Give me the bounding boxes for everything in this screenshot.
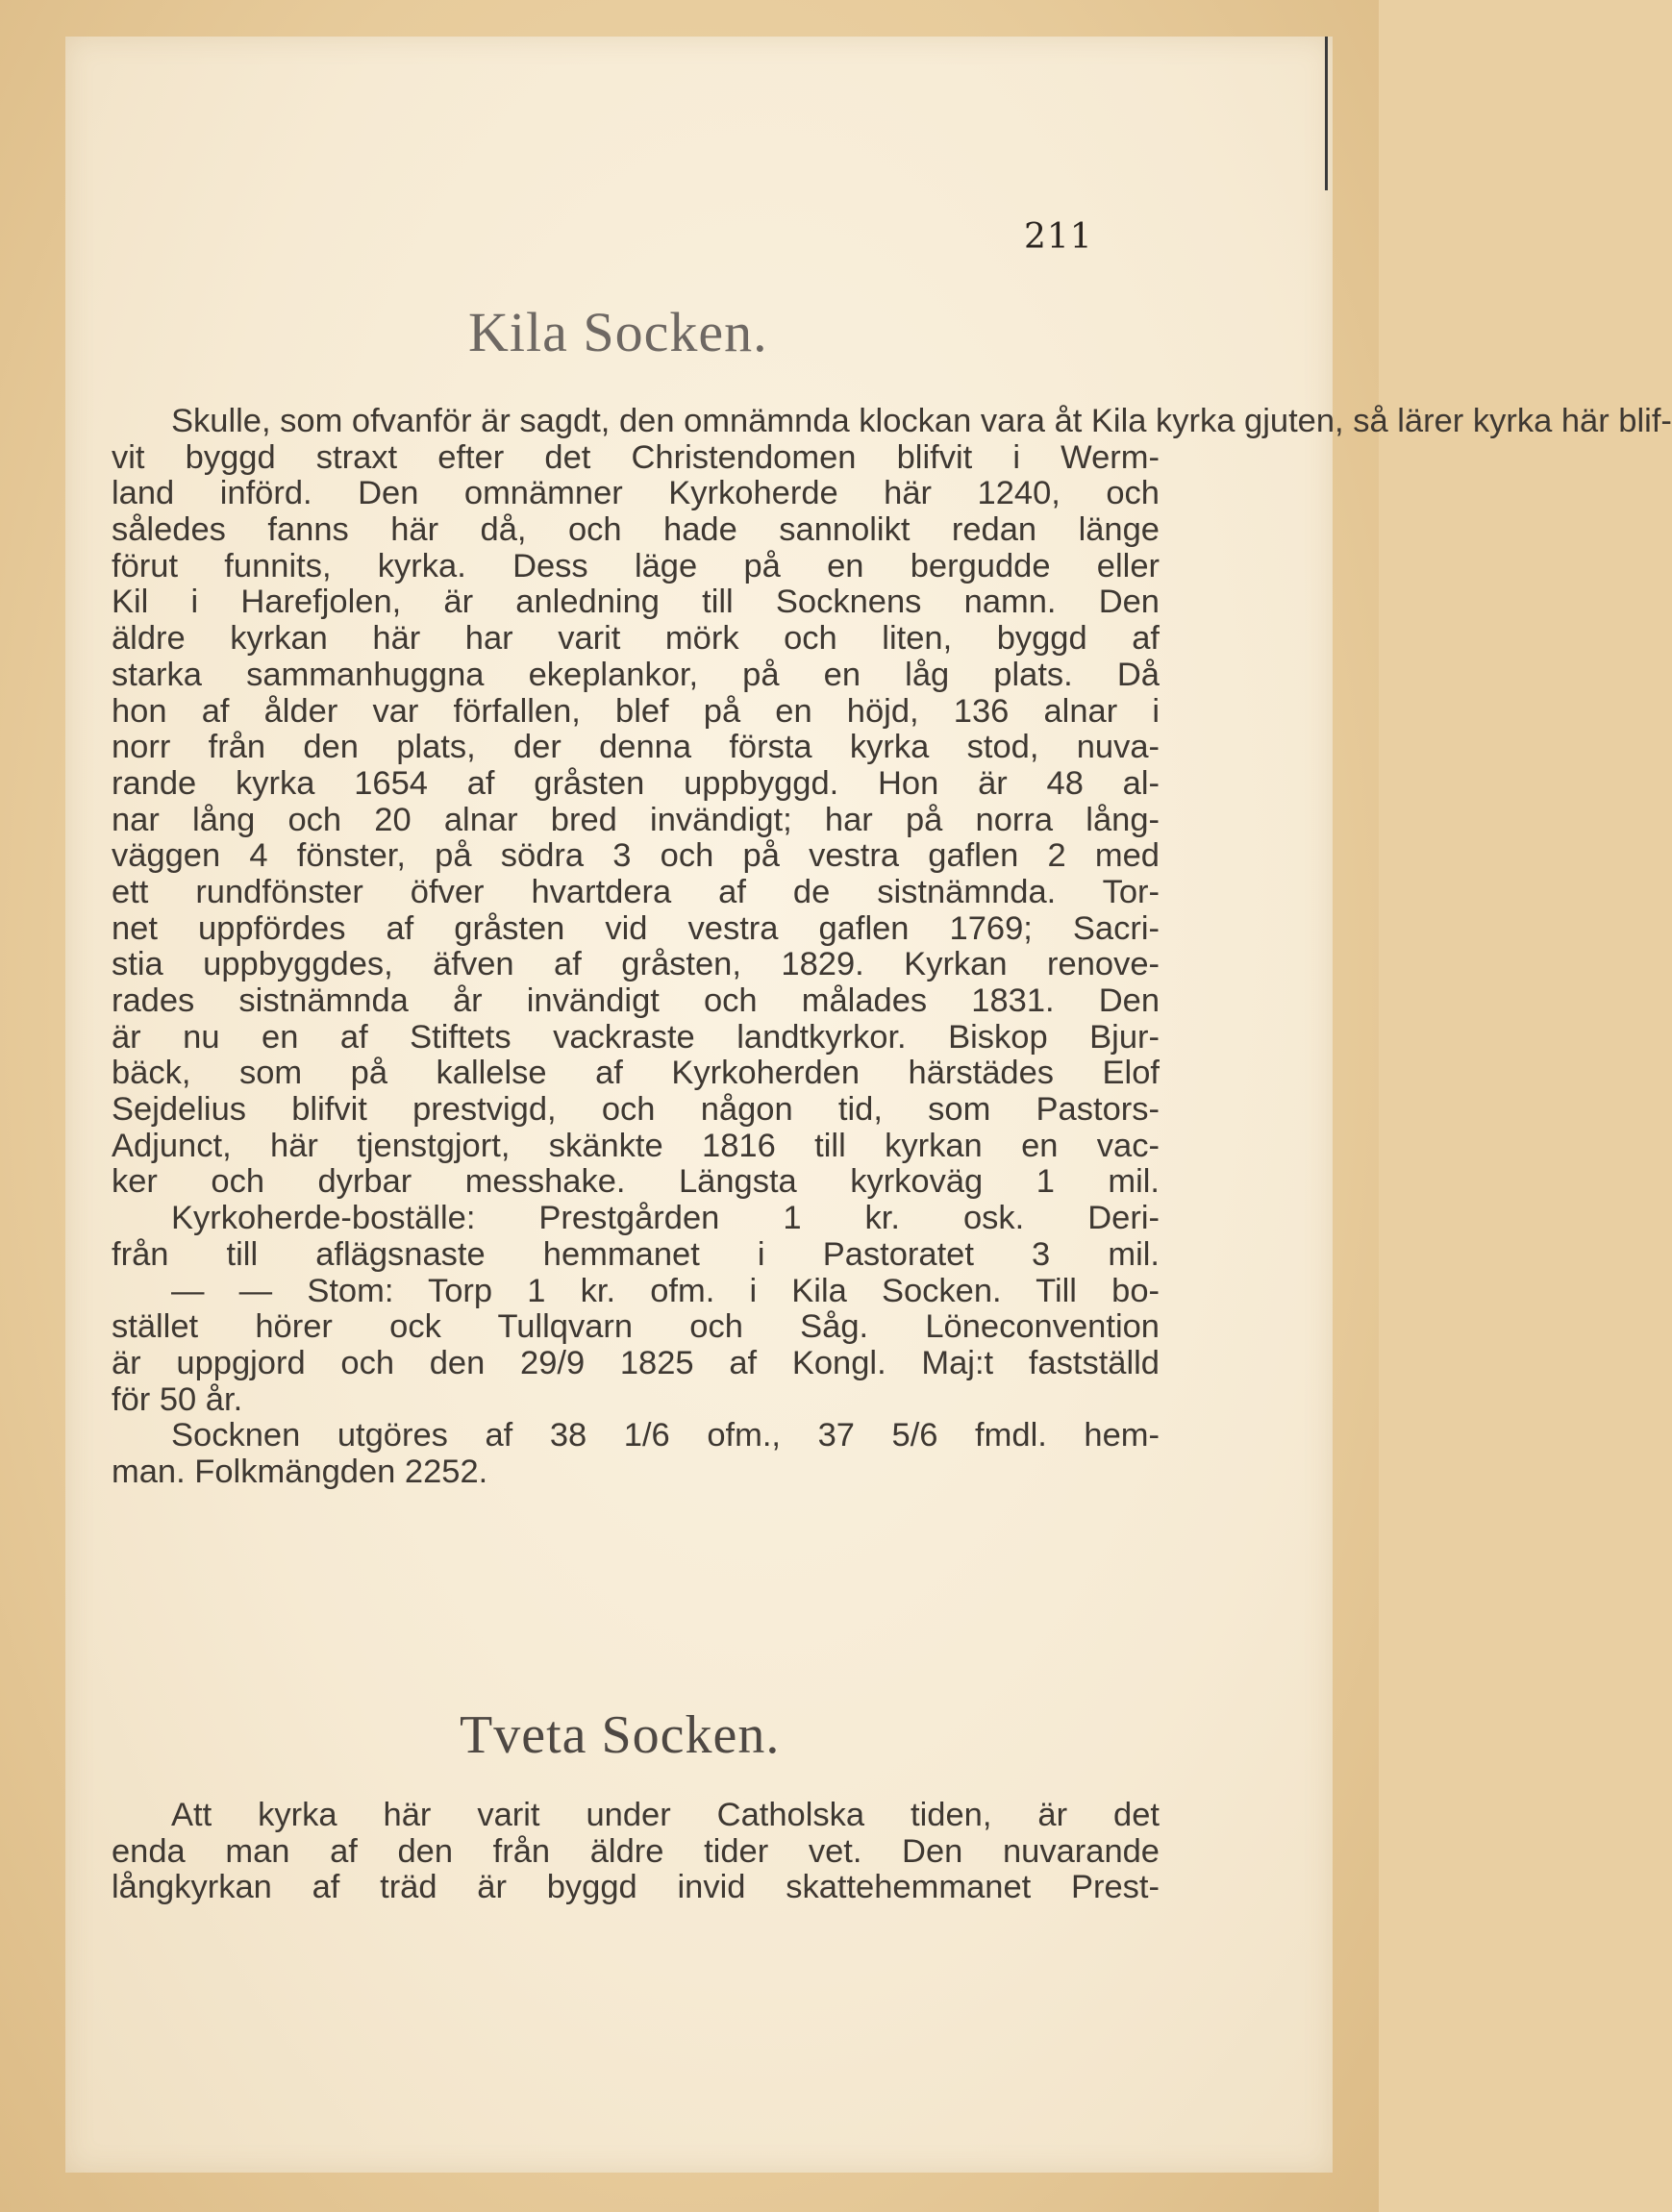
text-line: rande kyrka 1654 af gråsten uppbyggd. Hon är 48 al- bbox=[112, 764, 1160, 802]
text-line: Att kyrka här varit under Catholska tiden, är det bbox=[171, 1797, 1160, 1833]
text-line: land införd. Den omnämner Kyrkoherde här 1240, och bbox=[112, 475, 1160, 512]
text-line: från till aflägsnaste hemmanet i Pastoratet 3 mil. bbox=[112, 1235, 1160, 1273]
text-line: Kil i Harefjolen, är anledning till Socknens namn. Den bbox=[112, 584, 1160, 621]
section-body-tveta bbox=[112, 1798, 1160, 1906]
text-line: ker och dyrbar messhake. Längsta kyrkoväg 1 mil. bbox=[112, 1163, 1160, 1201]
text-line: man. Folkmängden 2252. bbox=[112, 1453, 488, 1490]
page-number: 211 bbox=[1024, 217, 1093, 257]
text-line: väggen 4 fönster, på södra 3 och på vestra gaflen 2 med bbox=[112, 837, 1160, 875]
section-heading-tveta: Tveta Socken. bbox=[460, 1705, 781, 1765]
section-body-kila bbox=[112, 403, 1672, 1491]
text-line: norr från den plats, der denna första kyrka stod, nuva- bbox=[112, 729, 1160, 766]
text-line: långkyrkan af träd är byggd invid skattehemmanet Prest- bbox=[112, 1869, 1160, 1906]
text-line: för 50 år. bbox=[112, 1380, 243, 1418]
text-line: Kyrkoherde-boställe: Prestgården 1 kr. osk. Deri- bbox=[171, 1200, 1160, 1237]
text-line: stället hörer ock Tullqvarn och Såg. Löneconvention bbox=[112, 1308, 1160, 1346]
text-line: vit byggd straxt efter det Christendomen blifvit i Werm- bbox=[112, 438, 1160, 476]
text-line: bäck, som på kallelse af Kyrkoherden härstädes Elof bbox=[112, 1055, 1160, 1092]
text-line: förut funnits, kyrka. Dess läge på en bergudde eller bbox=[112, 547, 1160, 584]
text-line: Sejdelius blifvit prestvigd, och någon tid, som Pastors- bbox=[112, 1091, 1160, 1129]
page-edge-line bbox=[1325, 37, 1328, 190]
text-line: Socknen utgöres af 38 1/6 ofm., 37 5/6 fmdl. hem- bbox=[171, 1417, 1160, 1454]
text-line: stia uppbyggdes, äfven af gråsten, 1829. Kyrkan renove- bbox=[112, 946, 1160, 983]
section-heading-kila: Kila Socken. bbox=[468, 301, 768, 363]
text-line: ett rundfönster öfver hvartdera af de sistnämnda. Tor- bbox=[112, 873, 1160, 910]
text-line: Skulle, som ofvanför är sagdt, den omnämnda klockan vara åt Kila kyrka gjuten, så lärer kyrka här blif- bbox=[171, 403, 1672, 439]
text-line: är uppgjord och den 29/9 1825 af Kongl. Maj:t fastställd bbox=[112, 1344, 1160, 1381]
text-line: är nu en af Stiftets vackraste landtkyrkor. Biskop Bjur- bbox=[112, 1018, 1160, 1056]
text-line: enda man af den från äldre tider vet. Den nuvarande bbox=[112, 1832, 1160, 1870]
text-line: starka sammanhuggna ekeplankor, på en låg plats. Då bbox=[112, 656, 1160, 693]
text-line: hon af ålder var förfallen, blef på en höjd, 136 alnar i bbox=[112, 692, 1160, 730]
text-line: net uppfördes af gråsten vid vestra gaflen 1769; Sacri- bbox=[112, 909, 1160, 947]
text-line: Adjunct, här tjenstgjort, skänkte 1816 till kyrkan en vac- bbox=[112, 1127, 1160, 1164]
text-line: rades sistnämnda år invändigt och målades 1831. Den bbox=[112, 982, 1160, 1019]
text-line: — — Stom: Torp 1 kr. ofm. i Kila Socken. Till bo- bbox=[171, 1272, 1160, 1309]
text-line: således fanns här då, och hade sannolikt redan länge bbox=[112, 511, 1160, 549]
text-line: äldre kyrkan här har varit mörk och liten, byggd af bbox=[112, 620, 1160, 658]
text-line: nar lång och 20 alnar bred invändigt; har på norra lång- bbox=[112, 801, 1160, 838]
